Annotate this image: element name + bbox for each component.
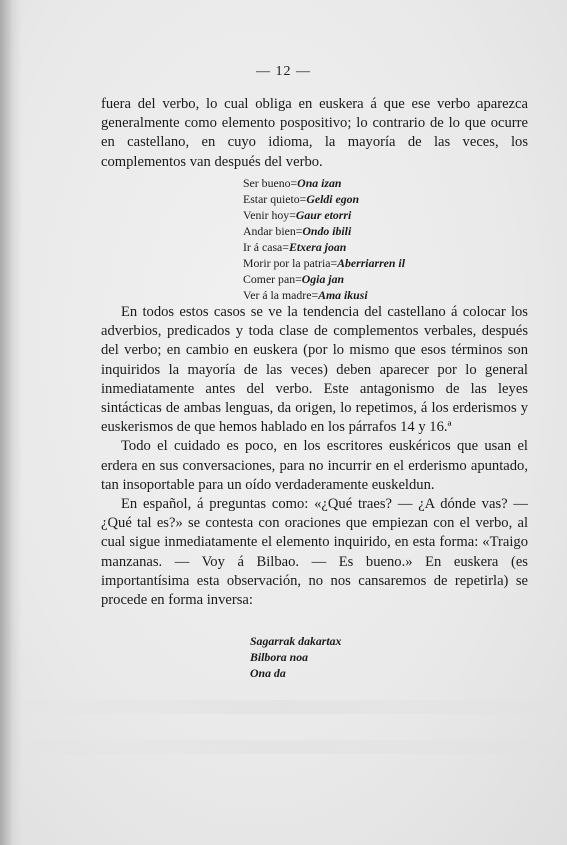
- example-spanish: Comer pan=: [243, 272, 302, 286]
- example-euskera: Sagarrak dakartax: [250, 634, 342, 648]
- paragraph-text: En español, á preguntas como: «¿Qué traes? — ¿A dónde vas? — ¿Qué tal es?» se contesta con oraciones que empiezan con el verbo, al cual sigue inmediatamente el elemento inquirido, en esta forma: «Traigo manzanas. — Voy á Bilbao. — Es bueno.» En euskera (es importantísima esta observación, no nos cansaremos de repetirla) se procede en forma inversa:: [101, 496, 528, 609]
- example-euskera: Aberriarren il: [337, 256, 405, 270]
- example-row: [243, 207, 405, 223]
- show-through-band: [0, 700, 567, 714]
- example-euskera: Etxera joan: [288, 240, 347, 254]
- example-spanish: Ir á casa=: [243, 240, 289, 254]
- example-euskera: Gaur etorri: [295, 208, 352, 222]
- paragraph-continuation: [101, 95, 528, 172]
- paragraph-text: En todos estos casos se ve la tendencia del castellano á colocar los adverbios, predicados y toda clase de complementos verbales, después del verbo; en cambio en euskera (por lo mismo que esos términos son inquiridos la mayoría de las veces) deben aparecer por lo general inmediatamente antes del verbo. Este antagonismo de las leyes sintácticas de ambas lenguas, da origen, lo repetimos, á los erderismos y euskerismos de que hemos hablado en los párrafos 14 y 16.ª: [101, 304, 528, 436]
- example-euskera: Ona da: [250, 666, 286, 680]
- paragraph-text: fuera del verbo, lo cual obliga en euskera á que ese verbo aparezca generalmente como elemento pospositivo; lo contrario de lo que ocurre en castellano, en cuyo idioma, la mayoría de las veces, los complementos van después del verbo.: [101, 96, 528, 170]
- show-through-band: [0, 740, 567, 754]
- example-row: [243, 191, 405, 207]
- example-row: [243, 271, 405, 287]
- paragraph-text: Todo el cuidado es poco, en los escritores euskéricos que usan el erdera en sus conversaciones, para no incurrir en el erderismo apuntado, tan insoportable para un oído verdaderamente euskeldun.: [101, 438, 528, 493]
- example-euskera: Geldi egon: [306, 192, 360, 206]
- example-list-euskera: [250, 633, 341, 681]
- example-spanish: Ser bueno=: [243, 176, 298, 190]
- example-spanish: Morir por la patria=: [243, 256, 338, 270]
- example-row: [243, 255, 405, 271]
- example-spanish: Andar bien=: [243, 224, 303, 238]
- example-list-spanish-euskera: [243, 175, 405, 303]
- example-spanish: Venir hoy=: [243, 208, 296, 222]
- example-row: [243, 287, 405, 303]
- example-row: [243, 223, 405, 239]
- page-number: — 12 —: [256, 64, 311, 79]
- body-text: [101, 303, 528, 610]
- example-row: [243, 239, 405, 255]
- example-euskera: Ama ikusi: [318, 288, 368, 302]
- example-euskera: Ogia jan: [301, 272, 345, 286]
- example-row: [243, 175, 405, 191]
- page-edge-shadow: [0, 0, 22, 845]
- example-euskera: Ondo ibili: [302, 224, 352, 238]
- example-spanish: Ver á la madre=: [243, 288, 319, 302]
- example-spanish: Estar quieto=: [243, 192, 307, 206]
- example-euskera: Ona izan: [297, 176, 342, 190]
- example-euskera: Bilbora noa: [250, 650, 309, 664]
